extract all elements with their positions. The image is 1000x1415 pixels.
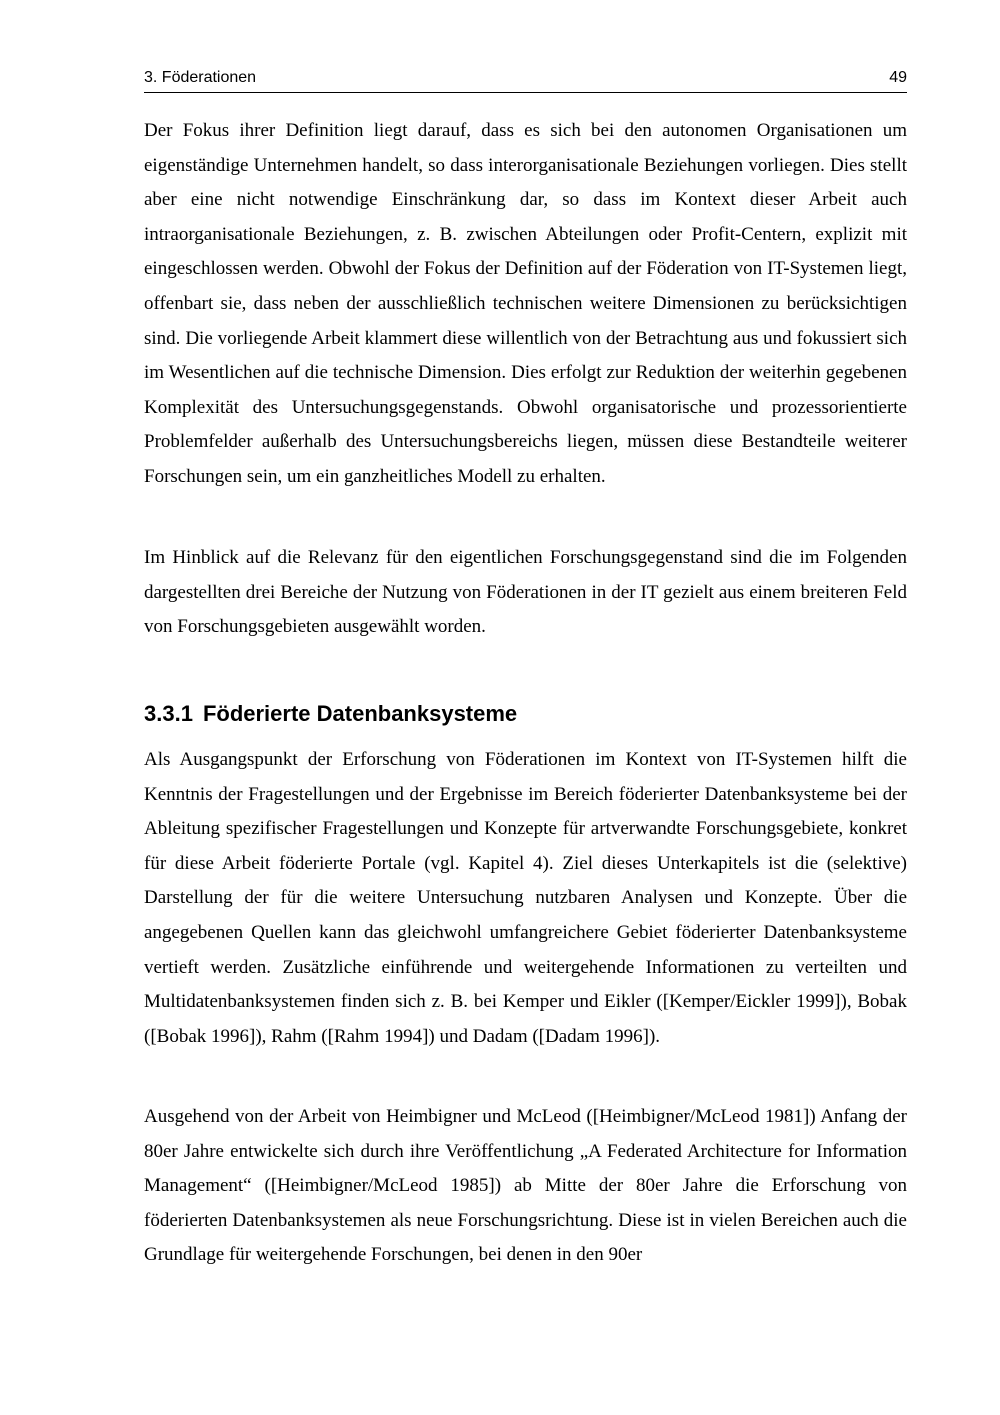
section-title: Föderierte Datenbanksysteme [202, 701, 518, 726]
paragraph-federated-db-intro: Als Ausgangspunkt der Erforschung von Föderationen im Kontext von IT-Systemen hilft die Kenntnis der Fragestellungen und der Ergebnisse im Bereich föderierter Datenbanksysteme bei der Ableitung spezifischer Fragestellungen und Konzepte für artverwandte Forschungsgebiete, konkret für diese Arbeit föderierte Portale (vgl. Kapitel 4). Ziel dieses Unterkapitels ist die (selektive) Darstellung der für die weitere Untersuchung nutzbaren Analysen und Konzepte. Über die angegebenen Quellen kann das gleichwohl umfangreichere Gebiet föderierter Datenbanksysteme vertieft werden. Zusätzliche einführende und weitergehende Informationen zu verteilten und Multidatenbanksystemen finden sich z. B. bei Kemper und Eikler ([Kemper/Eickler 1999]), Bobak ([Bobak 1996]), Rahm ([Rahm 1994]) und Dadam ([Dadam 1996]). [144, 749, 907, 1047]
paragraph-definition-focus: Der Fokus ihrer Definition liegt darauf, dass es sich bei den autonomen Organisationen um eigenständige Unternehmen handelt, so dass interorganisationale Beziehungen vorliegen. Dies stellt aber eine nicht notwendige Einschränkung dar, so dass im Kontext dieser Arbeit auch intraorganisationale Beziehungen, z. B. zwischen Abteilungen oder Profit-Centern, explizit mit eingeschlossen werden. Obwohl der Fokus der Definition auf der Föderation von IT-Systemen liegt, offenbart sie, dass neben der ausschließlich technischen weitere Dimensionen zu berücksichtigen sind. Die vorliegende Arbeit klammert diese willentlich von der Betrachtung aus und fokussiert sich im Wesentlichen auf die technische Dimension. Dies erfolgt zur Reduktion der weiterhin gegebenen Komplexität des Untersuchungsgegenstands. Obwohl organisatorische und prozessorientierte Problemfelder außerhalb des Untersuchungsbereichs liegen, müssen diese Bestandteile weiterer Forschungen sein, um ein ganzheitliches Modell zu erhalten. [144, 120, 907, 487]
header-chapter-title: 3. Föderationen [144, 69, 257, 86]
page-number: 49 [889, 69, 907, 86]
running-header [144, 66, 907, 93]
paragraph-research-areas: Im Hinblick auf die Relevanz für den eigentlichen Forschungsgegenstand sind die im Folgenden dargestellten drei Bereiche der Nutzung von Föderationen in der IT gezielt aus einem breiteren Feld von Forschungsgebieten ausgewählt worden. [144, 547, 907, 638]
section-heading [144, 700, 517, 728]
section-number: 3.3.1 [144, 701, 193, 726]
paragraph-heimbigner-mcleod: Ausgehend von der Arbeit von Heimbigner und McLeod ([Heimbigner/McLeod 1981]) Anfang der 80er Jahre entwickelte sich durch ihre Veröffentlichung „A Federated Architecture for Information Management“ ([Heimbigner/McLeod 1985]) ab Mitte der 80er Jahre die Erforschung von föderierten Datenbanksystemen als neue Forschungsrichtung. Diese ist in vielen Bereichen auch die Grundlage für weitergehende Forschungen, bei denen in den 90er [144, 1106, 907, 1266]
